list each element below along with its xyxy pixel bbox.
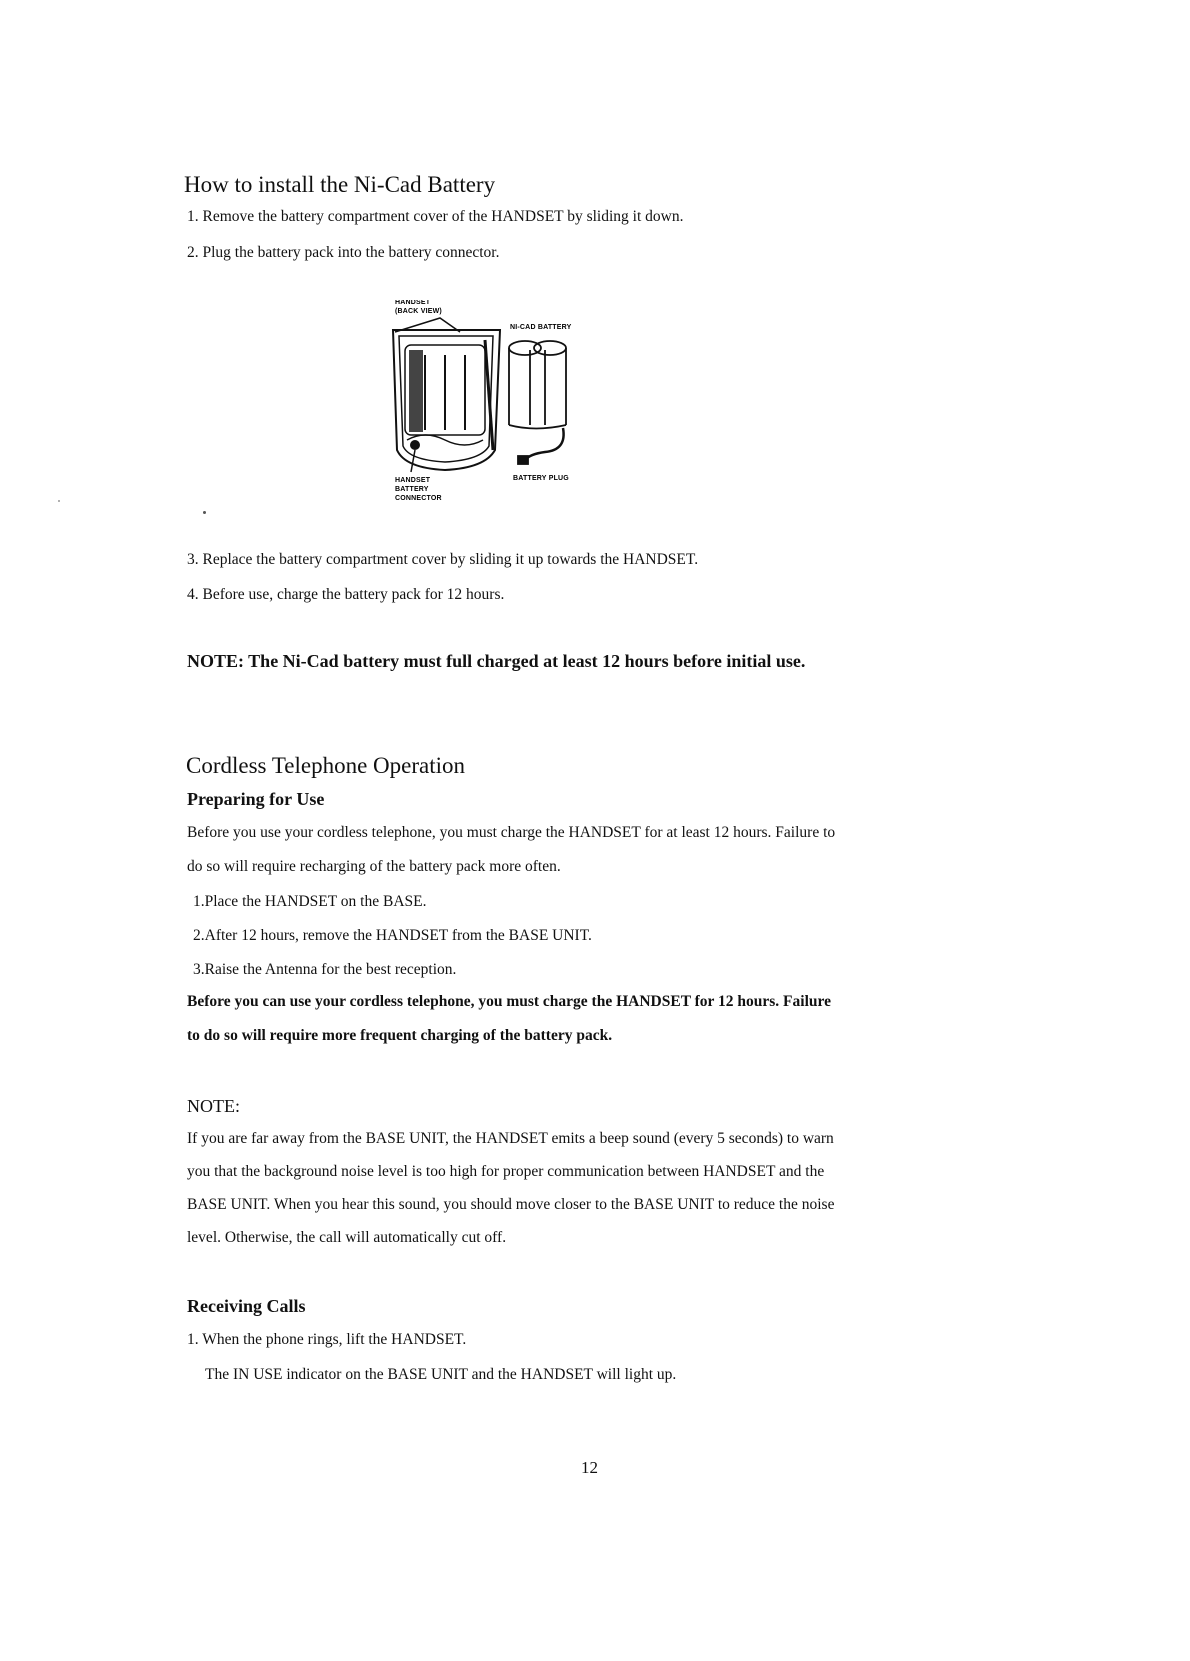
label-handset-connector-1: HANDSET (395, 477, 431, 484)
receiving-line-1: 1. When the phone rings, lift the HANDSET. (187, 1331, 467, 1348)
install-step-3: 3. Replace the battery compartment cover by sliding it up towards the HANDSET. (187, 551, 699, 568)
preparing-warning-2: to do so will require more frequent charging of the battery pack. (187, 1027, 613, 1044)
preparing-step-2: 2.After 12 hours, remove the HANDSET from the BASE UNIT. (193, 927, 592, 944)
receiving-heading: Receiving Calls (187, 1296, 306, 1316)
note-line-3: BASE UNIT. When you hear this sound, you should move closer to the BASE UNIT to reduce the noise (187, 1196, 835, 1213)
page-number: 12 (581, 1458, 598, 1477)
operation-title: Cordless Telephone Operation (186, 753, 466, 778)
install-title: How to install the Ni-Cad Battery (184, 172, 496, 197)
preparing-step-1: 1.Place the HANDSET on the BASE. (193, 893, 427, 910)
preparing-heading: Preparing for Use (187, 789, 325, 809)
install-step-4: 4. Before use, charge the battery pack for 12 hours. (187, 586, 505, 603)
label-handset: HANDSET (395, 300, 431, 306)
scan-speck (58, 500, 60, 502)
note-line-1: If you are far away from the BASE UNIT, the HANDSET emits a beep sound (every 5 seconds) to warn (187, 1130, 834, 1147)
preparing-line-2: do so will require recharging of the battery pack more often. (187, 858, 561, 875)
note-line-2: you that the background noise level is too high for proper communication between HANDSET and the (187, 1163, 825, 1180)
scan-speck (203, 511, 206, 514)
handset-back-view-drawing (393, 318, 500, 472)
label-battery-plug: BATTERY PLUG (513, 475, 569, 482)
label-back-view: (BACK VIEW) (395, 308, 442, 315)
install-step-2: 2. Plug the battery pack into the battery connector. (187, 244, 500, 261)
receiving-line-2: The IN USE indicator on the BASE UNIT and the HANDSET will light up. (205, 1366, 677, 1383)
nicad-battery-drawing (509, 341, 566, 464)
install-step-1: 1. Remove the battery compartment cover of the HANDSET by sliding it down. (187, 208, 684, 225)
label-handset-connector-3: CONNECTOR (395, 495, 442, 502)
preparing-warning-1: Before you can use your cordless telephone, you must charge the HANDSET for 12 hours. Failure (187, 993, 831, 1010)
battery-install-diagram (385, 300, 625, 550)
label-handset-connector-2: BATTERY (395, 486, 429, 493)
note-heading: NOTE: (187, 1096, 240, 1116)
label-nicad-battery: NI-CAD BATTERY (510, 324, 572, 331)
install-note: NOTE: The Ni-Cad battery must full charged at least 12 hours before initial use. (187, 651, 806, 671)
preparing-step-3: 3.Raise the Antenna for the best reception. (193, 961, 457, 978)
preparing-line-1: Before you use your cordless telephone, you must charge the HANDSET for at least 12 hours. Failure to (187, 824, 836, 841)
note-line-4: level. Otherwise, the call will automatically cut off. (187, 1229, 507, 1246)
